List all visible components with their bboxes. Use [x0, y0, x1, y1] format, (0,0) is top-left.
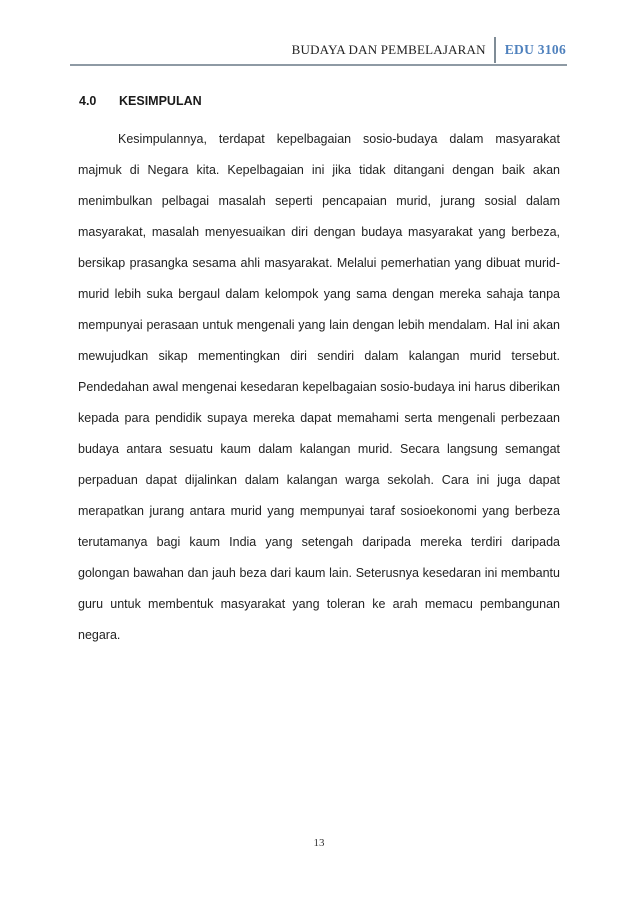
section-number: 4.0 — [79, 94, 97, 108]
section-heading — [79, 94, 202, 108]
conclusion-paragraph: Kesimpulannya, terdapat kepelbagaian sosio-budaya dalam masyarakat majmuk di Negara kita. Kepelbagaian ini jika tidak ditangani dengan baik akan menimbulkan pelbagai masalah seperti pencapaian murid, jurang sosial dalam masyarakat, masalah menyesuaikan diri dengan budaya masyarakat yang berbeza, bersikap prasangka sesama ahli masyarakat. Melalui pemerhatian yang dibuat murid-murid lebih suka bergaul dalam kelompok yang sama dengan mereka sahaja tanpa mempunyai perasaan untuk mengenali yang lain dengan lebih mendalam. Hal ini akan mewujudkan sikap mementingkan diri sendiri dalam kalangan murid tersebut. Pendedahan awal mengenai kesedaran kepelbagaian sosio-budaya ini harus diberikan kepada para pendidik supaya mereka dapat memahami serta mengenali perbezaan budaya antara sesuatu kaum dalam kalangan murid. Secara langsung semangat perpaduan dapat dijalinkan dalam kalangan warga sekolah. Cara ini juga dapat merapatkan jurang antara murid yang mempunyai taraf sosioekonomi yang berbeza terutamanya bagi kaum India yang setengah daripada mereka terdiri daripada golongan bawahan dan jauh beza dari kaum lain. Seterusnya kesedaran ini membantu guru untuk membentuk masyarakat yang toleran ke arah memacu pembangunan negara. — [78, 132, 560, 642]
section-title: KESIMPULAN — [119, 94, 202, 108]
header-rule — [70, 64, 567, 66]
course-code: EDU 3106 — [504, 42, 566, 57]
page-number: 13 — [313, 837, 325, 849]
header-title: BUDAYA DAN PEMBELAJARAN — [291, 42, 486, 57]
page-header — [292, 36, 566, 64]
